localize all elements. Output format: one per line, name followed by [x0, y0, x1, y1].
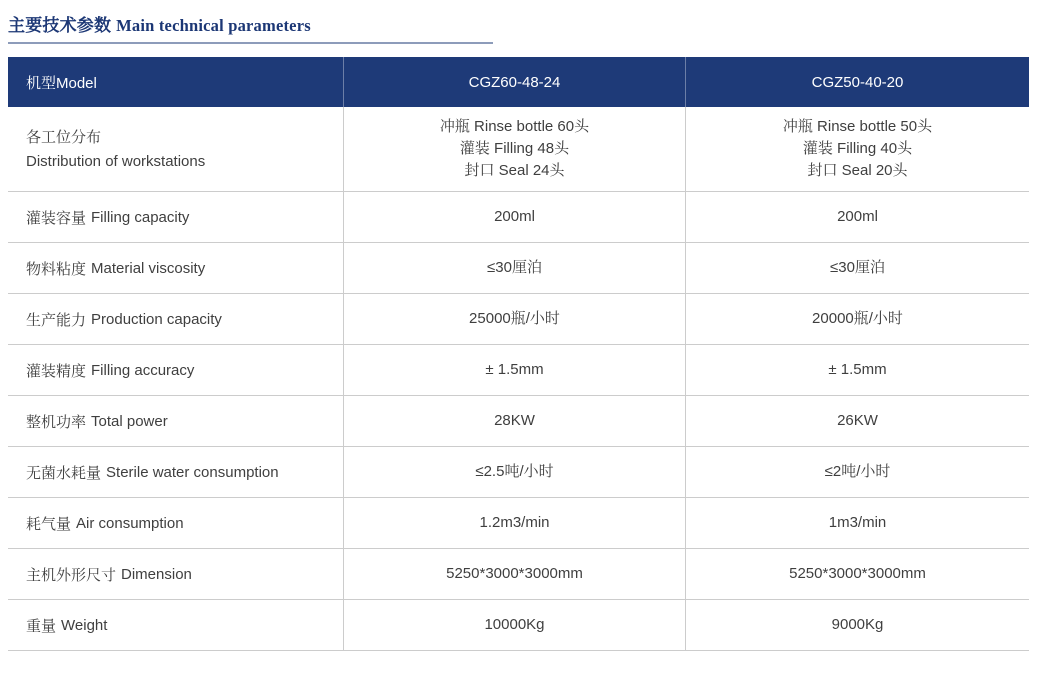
value-cell-model2: 200ml — [685, 192, 1029, 242]
page-title-en: Main technical parameters — [116, 16, 311, 35]
header-model-2: CGZ50-40-20 — [685, 57, 1029, 107]
value-cell-model1: 25000瓶/小时 — [343, 294, 685, 344]
value-cell-model2 — [685, 107, 1029, 191]
value-cell-model2: ± 1.5mm — [685, 345, 1029, 395]
row-label — [8, 345, 343, 395]
row-label — [8, 192, 343, 242]
value-cell-model2: 26KW — [685, 396, 1029, 446]
value-cell-model1: 28KW — [343, 396, 685, 446]
value-cell-model1: 5250*3000*3000mm — [343, 549, 685, 599]
title-underline — [8, 42, 493, 44]
row-label-zh: 生产能力 — [26, 311, 87, 329]
value-cell-model1: 10000Kg — [343, 600, 685, 650]
value-line: 冲瓶 Rinse bottle 50头 — [782, 118, 933, 135]
header-model-label: 机型Model — [26, 74, 97, 92]
row-label-en: Air consumption — [76, 514, 184, 532]
value-cell-model2: 1m3/min — [685, 498, 1029, 548]
value-cell-model1: ± 1.5mm — [343, 345, 685, 395]
row-label-en: Material viscosity — [91, 259, 206, 277]
row-label-en: Production capacity — [91, 310, 222, 328]
value-line: 冲瓶 Rinse bottle 60头 — [439, 118, 590, 135]
table-header-row — [8, 57, 1029, 107]
table-row-material-viscosity — [8, 243, 1029, 294]
table-row-dimension — [8, 549, 1029, 600]
table-row-production-capacity — [8, 294, 1029, 345]
value-cell-model1: ≤30厘泊 — [343, 243, 685, 293]
row-label-zh: 物料粘度 — [26, 260, 87, 278]
value-cell-model1: ≤2.5吨/小时 — [343, 447, 685, 497]
row-label-en: Total power — [91, 412, 168, 430]
header-model-1: CGZ60-48-24 — [343, 57, 685, 107]
table-row-filling-capacity — [8, 192, 1029, 243]
row-label-zh: 无菌水耗量 — [26, 464, 102, 482]
table-row-filling-accuracy — [8, 345, 1029, 396]
row-label-zh: 灌装容量 — [26, 209, 87, 227]
value-cell-model2: 9000Kg — [685, 600, 1029, 650]
row-label — [8, 498, 343, 548]
value-cell-model1: 1.2m3/min — [343, 498, 685, 548]
value-line: 封口 Seal 20头 — [807, 162, 908, 179]
value-cell-model2: ≤30厘泊 — [685, 243, 1029, 293]
value-cell-model2: 5250*3000*3000mm — [685, 549, 1029, 599]
row-label-zh: 整机功率 — [26, 413, 87, 431]
section-title-block — [0, 0, 1049, 44]
row-label — [8, 549, 343, 599]
row-label-zh: 耗气量 — [26, 515, 72, 533]
row-label-en: Weight — [61, 616, 108, 634]
row-label — [8, 447, 343, 497]
value-cell-model2: 20000瓶/小时 — [685, 294, 1029, 344]
value-cell-model1 — [343, 107, 685, 191]
value-line: 封口 Seal 24头 — [464, 162, 565, 179]
table-row-air-consumption — [8, 498, 1029, 549]
spec-table — [8, 57, 1029, 651]
table-row-weight — [8, 600, 1029, 651]
row-label-zh: 主机外形尺寸 — [26, 566, 117, 584]
row-label — [8, 243, 343, 293]
row-label-zh: 重量 — [26, 617, 57, 635]
table-row-sterile-water — [8, 447, 1029, 498]
row-label-zh: 灌装精度 — [26, 362, 87, 380]
value-cell-model2: ≤2吨/小时 — [685, 447, 1029, 497]
row-label-en: Filling capacity — [91, 208, 190, 226]
row-label — [8, 396, 343, 446]
row-label-en: Dimension — [121, 565, 192, 583]
row-label-en: Sterile water consumption — [106, 463, 279, 481]
row-label-en: Filling accuracy — [91, 361, 195, 379]
value-line: 灌装 Filling 40头 — [802, 140, 913, 157]
row-label — [8, 107, 343, 191]
table-row-total-power — [8, 396, 1029, 447]
row-label — [8, 600, 343, 650]
page-title-zh: 主要技术参数 — [8, 16, 112, 36]
table-row-workstations — [8, 107, 1029, 192]
row-label-zh: 各工位分布 — [26, 128, 102, 146]
value-line: 灌装 Filling 48头 — [459, 140, 570, 157]
row-label — [8, 294, 343, 344]
row-label-en: Distribution of workstations — [26, 152, 206, 170]
page-title — [8, 11, 1049, 36]
value-cell-model1: 200ml — [343, 192, 685, 242]
